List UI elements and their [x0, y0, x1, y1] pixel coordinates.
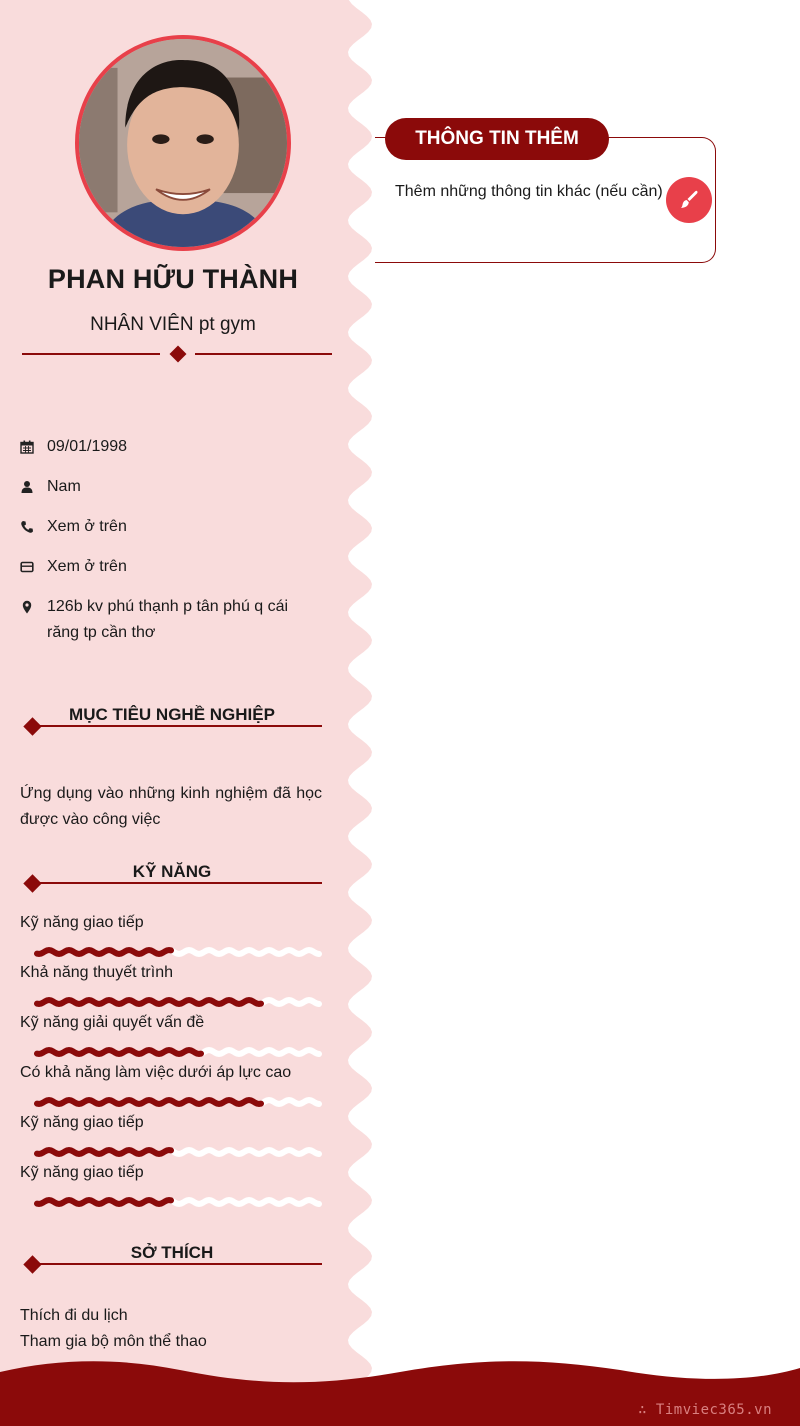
email-text: Xem ở trên [47, 558, 127, 575]
skill-label: Kỹ năng giao tiếp [20, 914, 144, 931]
hobby-item: Tham gia bộ môn thể thao [20, 1333, 207, 1350]
calendar-icon [20, 434, 47, 460]
skill-bar-fill [37, 1050, 201, 1054]
objective-heading [22, 703, 322, 731]
birthday-text: 09/01/1998 [47, 438, 128, 455]
job-position: NHÂN VIÊN pt gym [90, 314, 256, 335]
address-row [20, 594, 320, 646]
skill-bar-fill [37, 1150, 171, 1154]
email-row [20, 554, 320, 580]
paint-brush-icon [678, 189, 700, 211]
avatar[interactable] [75, 35, 291, 251]
avatar-photo [79, 39, 287, 247]
phone-text: Xem ở trên [47, 518, 127, 535]
full-name: PHAN HỮU THÀNH [47, 264, 299, 294]
skill-bar-fill [37, 1100, 261, 1104]
skill-label: Có khả năng làm việc dưới áp lực cao [20, 1064, 292, 1081]
name-divider [22, 345, 332, 363]
skill-progress-bar [34, 1196, 322, 1208]
edit-style-button[interactable] [666, 177, 712, 223]
skills-title: KỸ NĂNG [132, 862, 212, 881]
birthday-row [20, 434, 320, 460]
skill-label: Khả năng thuyết trình [20, 964, 173, 981]
sidebar [0, 0, 380, 1426]
hobbies-title: SỞ THÍCH [130, 1243, 214, 1262]
skill-progress-bar [34, 1096, 322, 1108]
skill-bar-fill [37, 1000, 261, 1004]
watermark: ∴ Timviec365.vn [638, 1402, 772, 1418]
hobbies-heading [22, 1241, 322, 1269]
skill-progress-bar [34, 996, 322, 1008]
skill-bar-fill [37, 1200, 171, 1204]
gender-row [20, 474, 320, 500]
phone-icon [20, 514, 47, 540]
gender-text: Nam [47, 478, 81, 495]
email-icon [20, 554, 47, 580]
phone-row [20, 514, 320, 540]
skill-bar-fill [37, 950, 171, 954]
extra-info-text[interactable]: Thêm những thông tin khác (nếu cần) [395, 183, 663, 200]
hobby-item: Thích đi du lịch [20, 1307, 128, 1324]
skills-heading [22, 860, 322, 888]
skill-label: Kỹ năng giải quyết vấn đề [20, 1014, 205, 1031]
skill-label: Kỹ năng giao tiếp [20, 1114, 144, 1131]
skill-label: Kỹ năng giao tiếp [20, 1164, 144, 1181]
objective-text: Ứng dụng vào những kinh nghiệm đã học được vào công việc [20, 785, 322, 828]
address-text: 126b kv phú thạnh p tân phú q cái răng tp cần thơ [47, 598, 289, 641]
person-icon [20, 474, 47, 500]
extra-info-title: THÔNG TIN THÊM [385, 118, 609, 160]
skill-progress-bar [34, 946, 322, 958]
location-pin-icon [20, 594, 47, 646]
hobbies-list [20, 1303, 207, 1355]
skill-progress-bar [34, 1046, 322, 1058]
skill-progress-bar [34, 1146, 322, 1158]
objective-title: MỤC TIÊU NGHỀ NGHIỆP [69, 705, 275, 724]
